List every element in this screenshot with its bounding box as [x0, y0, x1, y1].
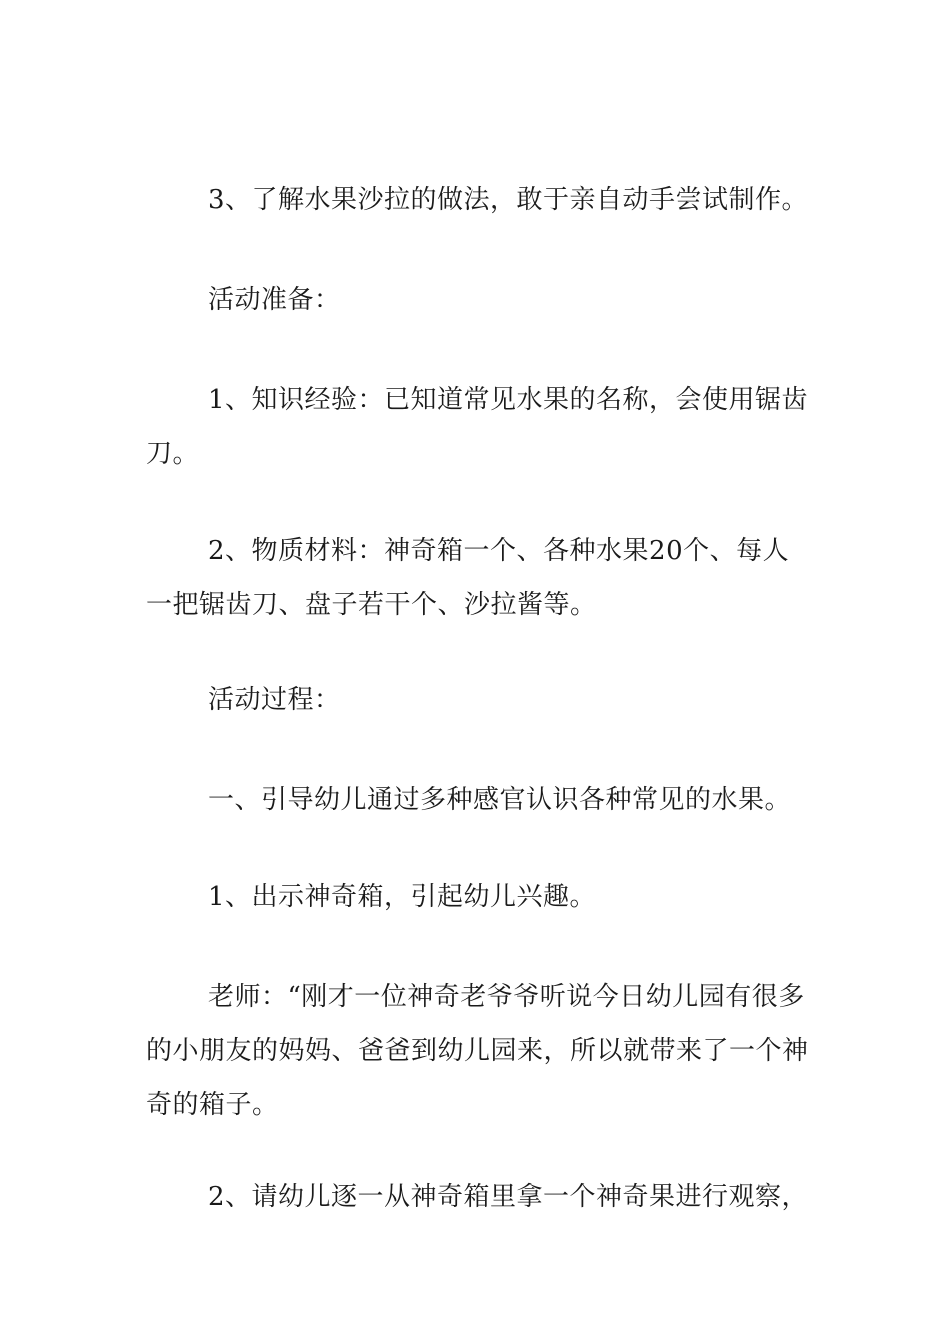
paragraph-goal-3: 3、了解水果沙拉的做法，敢于亲自动手尝试制作。: [208, 185, 809, 215]
paragraph-observe-fruit: 2、请幼儿逐一从神奇箱里拿一个神奇果进行观察，: [208, 1182, 809, 1212]
heading-activity-process: 活动过程：: [208, 685, 341, 715]
paragraph-step-one: 一、引导幼儿通过多种感官认识各种常见的水果。: [208, 785, 792, 815]
paragraph-show-magic-box: 1、出示神奇箱，引起幼儿兴趣。: [208, 882, 597, 912]
paragraph-materials: 2、物质材料：神奇箱一个、各种水果20个、每人一把锯齿刀、盘子若干个、沙拉酱等。: [146, 536, 790, 620]
paragraph-teacher-speech: 老师：“刚才一位神奇老爷爷听说今日幼儿园有很多的小朋友的妈妈、爸爸到幼儿园来，所以就带来了一个神奇的箱子。: [146, 982, 809, 1120]
paragraph-knowledge-experience: 1、知识经验：已知道常见水果的名称，会使用锯齿刀。: [146, 385, 809, 469]
heading-activity-preparation: 活动准备：: [208, 285, 341, 315]
